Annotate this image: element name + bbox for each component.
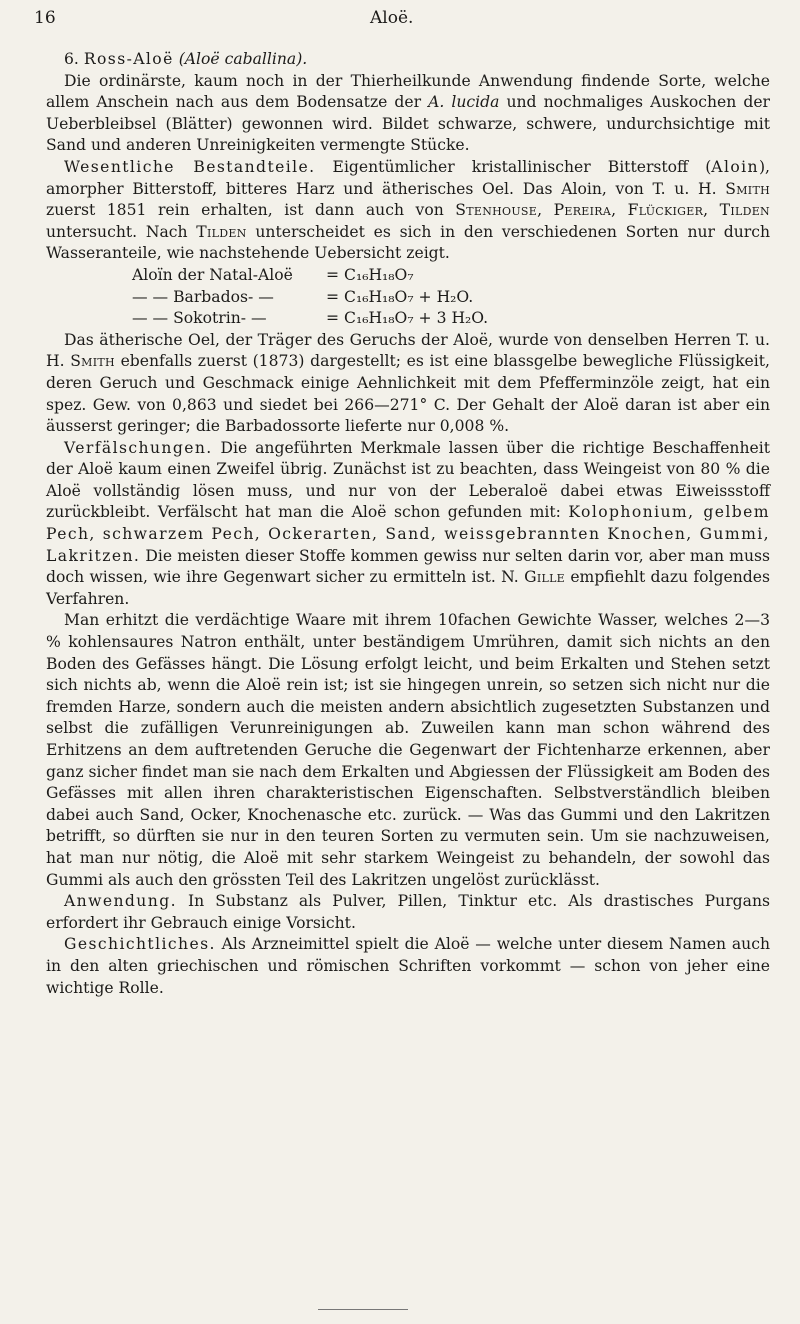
paragraph-text: , bbox=[537, 201, 554, 220]
section-number: 6. bbox=[64, 50, 79, 68]
formula-row bbox=[46, 265, 770, 287]
paragraph-text: ebenfalls zuerst (1873) dargestellt; es ist eine blassgelbe bewegliche Flüssigkeit, deren Geruch und Geschmack einige Aehnlichkeit mit dem Pfefferminzöle zeigt, hat ein spez. Gew. von 0,863 und siedet bei 266—271° C. Der Gehalt der Aloë daran ist aber ein äusserst geringer; die Barbadossorte lieferte nur 0,008 %. bbox=[46, 352, 770, 436]
oel-paragraph bbox=[46, 330, 770, 438]
paragraph-text: ), amorpher Bitterstoff, bitteres Harz und ätherisches Oel. Das Aloin, von T. u. H. bbox=[46, 157, 770, 198]
paragraph-text: zuerst 1851 rein erhalten, ist dann auch von bbox=[46, 201, 456, 220]
verfahren-paragraph: Man erhitzt die verdächtige Waare mit ihrem 10fachen Gewichte Wasser, welches 2—3 % kohlensaures Natron enthält, unter beständigem Umrühren, damit sich nichts an den Boden des Gefässes hängt. Die Lösung erfolgt leicht, und beim Erkalten und Stehen setzt sich nichts ab, wenn die Aloë rein ist; ist sie hingegen unrein, so setzen sich nicht nur die fremden Harze, sondern auch die meisten andern absichtlich zugesetzten Substanzen und selbst die zufälligen Verunreinigungen ab. Zuweilen kann man schon während des Erhitzens an dem auftretenden Geruche die Gegenwart der Fichtenharze erkennen, aber ganz sicher findet man sie nach dem Erkalten und Abgiessen der Flüssigkeit am Boden des Gefässes mit allen ihren charakteristischen Eigenschaften. Selbstverständlich bleiben dabei auch Sand, Ocker, Knochenasche etc. zurück. — Was das Gummi und den Lakritzen betrifft, so dürften sie nur in den teuren Sorten zu vermuten sein. Um sie nachzuweisen, hat man nur nötig, die Aloë mit sehr starkem Weingeist zu behandeln, der sowohl das Gummi als auch den grössten Teil des Lakritzen ungelöst zurücklässt. bbox=[46, 611, 770, 889]
author-name: Stenhouse bbox=[455, 201, 538, 220]
author-name: Flückiger bbox=[627, 201, 704, 220]
paragraph-text: , bbox=[703, 201, 720, 220]
chemical-formula: = C₁₆H₁₈O₇ + 3 H₂O. bbox=[326, 309, 489, 328]
section-heading bbox=[46, 49, 770, 71]
paragraph-lead: Anwendung. bbox=[64, 892, 177, 911]
intro-paragraph bbox=[46, 71, 770, 157]
geschichte-paragraph bbox=[46, 934, 770, 999]
paragraph-lead: Geschichtliches. bbox=[64, 935, 216, 954]
paragraph-text: Eigentümlicher kristallinischer Bitterstoff ( bbox=[315, 157, 712, 176]
chemical-formula: = C₁₆H₁₈O₇ bbox=[326, 265, 414, 284]
running-title: Aloë. bbox=[370, 8, 414, 28]
formula-row bbox=[46, 308, 770, 330]
section-title: Ross-Aloë bbox=[83, 50, 174, 68]
paragraph-text: empfiehlt dazu folgendes Verfahren. bbox=[46, 568, 770, 608]
formula-table bbox=[46, 265, 770, 330]
end-rule bbox=[318, 1309, 408, 1310]
intro-text: und nochmaliges Auskochen der Ueberbleibsel (Blätter) gewonnen wird. Bildet schwarze, schwere, undurchsichtige mit Sand und anderen Unreinigkeiten vermengte Stücke. bbox=[46, 93, 770, 155]
author-name: Tilden bbox=[719, 201, 770, 220]
anwendung-paragraph bbox=[46, 891, 770, 934]
species-name: A. lucida bbox=[428, 93, 500, 112]
paragraph-text: Die angeführten Merkmale lassen über die richtige Beschaffenheit der Aloë kaum einen Zweifel übrig. Zunächst ist zu beachten, dass Weingeist von 80 % die Aloë vollständig lösen muss, und nur von der Leberaloë dabei etwas Eiweissstoff zurückbleibt. Verfälscht hat man die Aloë schon gefunden mit: bbox=[46, 438, 770, 522]
author-name: Smith bbox=[70, 352, 115, 371]
emphasis-term: Aloin bbox=[711, 157, 759, 176]
author-name: Gille bbox=[524, 568, 566, 587]
intro-text: Die ordinärste, kaum noch in der Thierheilkunde Anwendung findende Sorte, welche allem Anschein nach aus dem Bodensatze der bbox=[46, 71, 770, 112]
page-number: 16 bbox=[34, 8, 56, 28]
author-name: Tilden bbox=[196, 222, 247, 241]
chemical-formula: = C₁₆H₁₈O₇ + H₂O. bbox=[326, 287, 474, 306]
adulterant-list: Kolophonium, gelbem Pech, schwarzem Pech, Ockerarten, Sand, weissgebrannten Knochen, Gummi, Lakritzen. bbox=[46, 503, 770, 565]
section-latin-name: (Aloë caballina). bbox=[178, 50, 308, 68]
formula-row bbox=[46, 287, 770, 309]
bestandteile-paragraph bbox=[46, 157, 770, 265]
verfaelschungen-paragraph bbox=[46, 438, 770, 611]
paragraph-text: , bbox=[611, 201, 628, 220]
paragraph-text: Das ätherische Oel, der Träger des Geruchs der Aloë, wurde von denselben Herren T. u. H. bbox=[46, 330, 770, 371]
page-header bbox=[0, 8, 800, 34]
formula-label: Aloïn der Natal-Aloë bbox=[132, 265, 293, 284]
paragraph-lead: Verfälschungen. bbox=[64, 438, 213, 457]
page-body bbox=[46, 49, 770, 999]
paragraph-lead: Wesentliche Bestandteile. bbox=[64, 157, 316, 176]
paragraph-text: In Substanz als Pulver, Pillen, Tinktur etc. Als drastisches Purgans erfordert ihr Gebrauch einige Vorsicht. bbox=[46, 892, 770, 932]
paragraph-text: Die meisten dieser Stoffe kommen gewiss nur selten darin vor, aber man muss doch wissen, wie ihre Gegenwart sicher zu ermitteln ist. N. bbox=[46, 546, 770, 587]
author-name: Smith bbox=[725, 179, 770, 198]
author-name: Pereira bbox=[553, 201, 612, 220]
paragraph-text: untersucht. Nach bbox=[46, 222, 197, 241]
formula-label: — — Barbados- — bbox=[132, 287, 274, 306]
paragraph-text: unterscheidet es sich in den verschiedenen Sorten nur durch Wasseranteile, wie nachstehende Uebersicht zeigt. bbox=[46, 222, 770, 263]
paragraph-text: Als Arzneimittel spielt die Aloë — welche unter diesem Namen auch in den alten griechischen und römischen Schriften vorkommt — schon von jeher eine wichtige Rolle. bbox=[46, 935, 770, 997]
formula-label: — — Sokotrin- — bbox=[132, 309, 267, 328]
